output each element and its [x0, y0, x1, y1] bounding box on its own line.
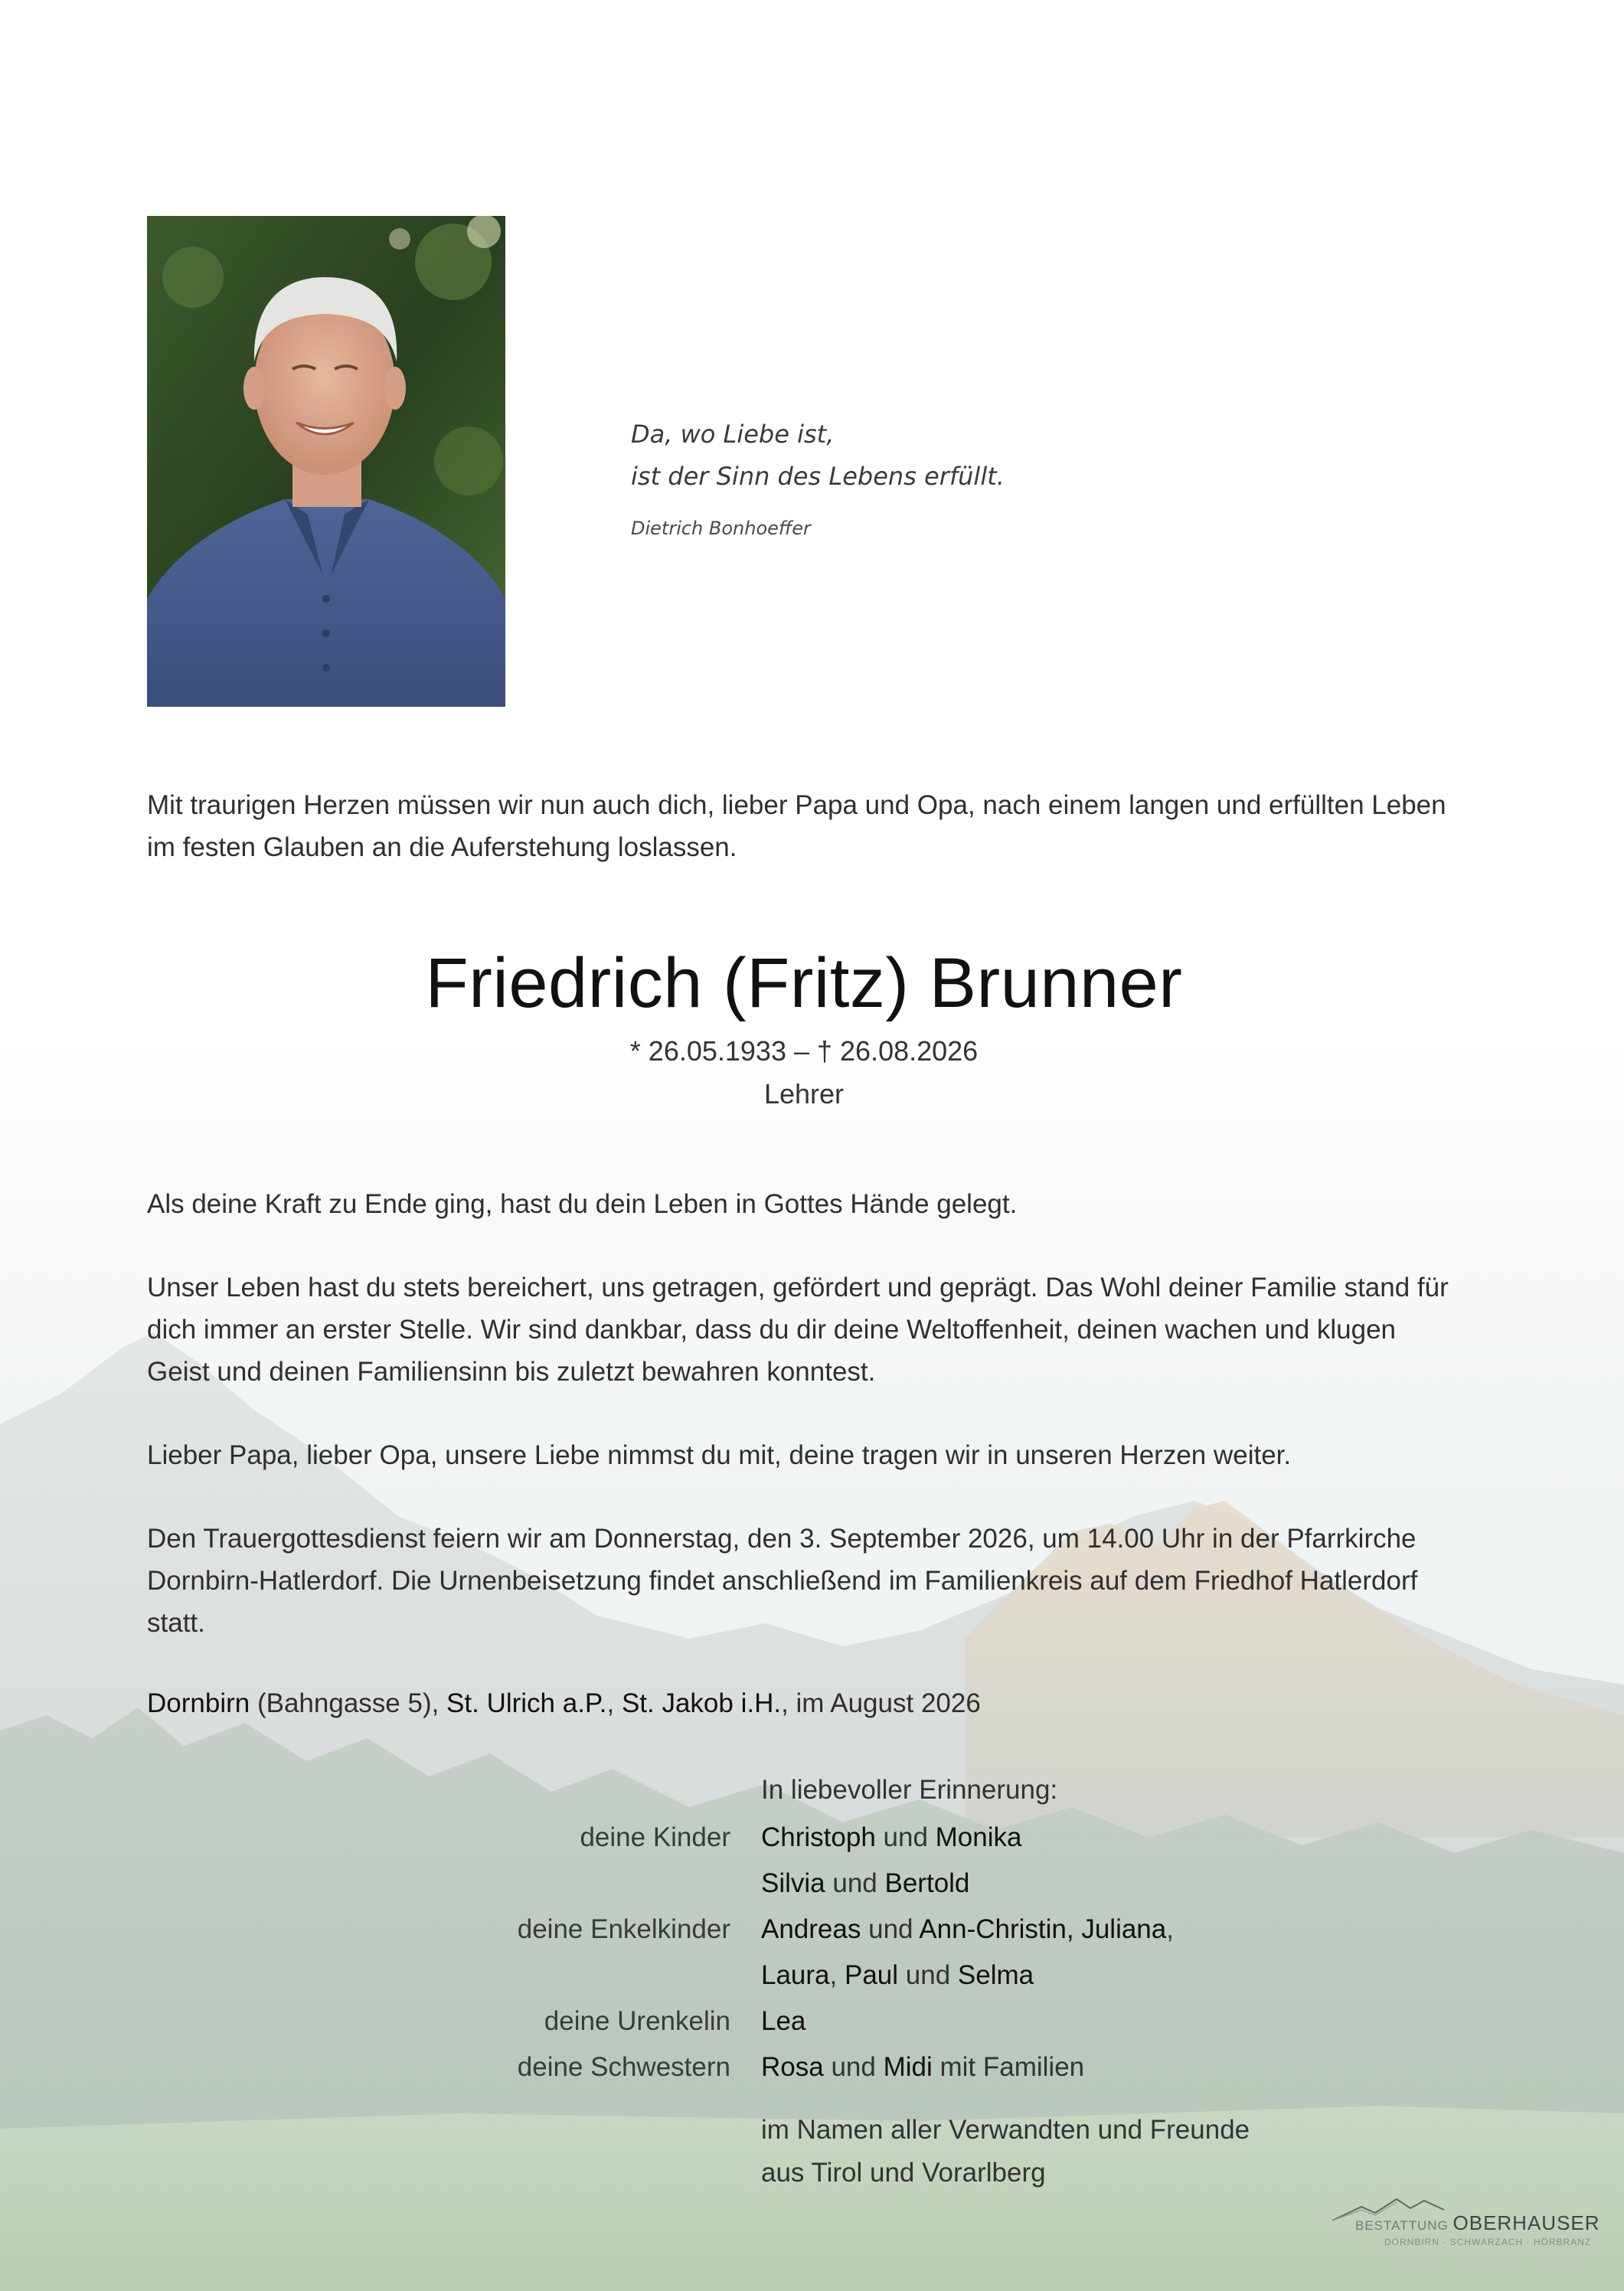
- paragraph-4-line-2: Dornbirn-Hatlerdorf. Die Urnenbeisetzung findet anschließend im Familienkreis auf dem Friedhof Hatlerdorf: [147, 1566, 1418, 1596]
- mourner-names: [761, 2052, 1084, 2083]
- relation-label: deine Urenkelin: [544, 2006, 730, 2036]
- separator: ,: [1166, 1914, 1174, 1944]
- separator: ,: [829, 1960, 845, 1990]
- mourner-row-children: [0, 1822, 1624, 1868]
- quote-author: Dietrich Bonhoeffer: [631, 518, 811, 539]
- mourners-title: In liebevoller Erinnerung:: [761, 1775, 1058, 1805]
- paragraph-1-text: Als deine Kraft zu Ende ging, hast du dein Leben in Gottes Hände gelegt.: [147, 1189, 1018, 1219]
- conjunction: und: [825, 1868, 885, 1898]
- name-christoph: Christoph: [761, 1822, 876, 1852]
- place-st-jakob: St. Jakob i.H.: [621, 1688, 782, 1718]
- conjunction: und: [898, 1960, 958, 1990]
- logo-name: OBERHAUSER: [1452, 2211, 1600, 2234]
- mourner-row-children-2: [0, 1868, 1624, 1914]
- mourner-row-grandchildren: [0, 1914, 1624, 1960]
- separator: ,: [606, 1688, 622, 1718]
- closing-line-1: im Namen aller Verwandten und Freunde: [761, 2115, 1250, 2145]
- name-monika: Monika: [935, 1822, 1022, 1852]
- funeral-home-logo: [1355, 2211, 1600, 2235]
- paragraph-funeral-info: [147, 1518, 1460, 1644]
- paragraph-2: [147, 1266, 1460, 1393]
- address: (Bahngasse 5),: [250, 1688, 447, 1718]
- paragraph-4-line-3: statt.: [147, 1608, 205, 1638]
- relation-label: deine Enkelkinder: [517, 1914, 730, 1944]
- conjunction: und: [861, 1914, 920, 1944]
- intro-line-1: Mit traurigen Herzen müssen wir nun auch dich, lieber Papa und Opa, nach einem langen und erfüllten Leben: [147, 790, 1446, 820]
- mourner-names: [761, 2006, 805, 2037]
- mourner-row-sisters: [0, 2052, 1624, 2098]
- mourner-names: [761, 1914, 1174, 1945]
- life-dates: * 26.05.1933 – † 26.08.2026: [629, 1035, 979, 1067]
- paragraph-3-text: Lieber Papa, lieber Opa, unsere Liebe nimmst du mit, deine tragen wir in unseren Herzen weiter.: [147, 1440, 1292, 1470]
- name-midi: Midi: [883, 2052, 933, 2082]
- mourner-row-grandchildren-2: [0, 1960, 1624, 2006]
- relation-label: deine Kinder: [580, 1822, 730, 1852]
- name-paul: Paul: [844, 1960, 899, 1990]
- bible-quote-block: [631, 413, 1005, 539]
- deceased-name: Friedrich (Fritz) Brunner: [425, 944, 1183, 1022]
- name-silvia: Silvia: [761, 1868, 825, 1898]
- paragraph-1: [147, 1183, 1460, 1225]
- logo-prefix: BESTATTUNG: [1355, 2218, 1453, 2233]
- relation-label: deine Schwestern: [517, 2052, 730, 2082]
- closing-lines: [761, 2109, 1250, 2195]
- place-st-ulrich: St. Ulrich a.P.: [446, 1688, 607, 1718]
- intro-paragraph: [147, 784, 1460, 868]
- paragraph-3: [147, 1434, 1460, 1476]
- name-lea: Lea: [761, 2006, 806, 2036]
- paragraph-2-line-2: dich immer an erster Stelle. Wir sind dankbar, dass du dir deine Weltoffenheit, deinen wachen und klugen: [147, 1315, 1397, 1345]
- quote-line-1: Da, wo Liebe ist,: [631, 420, 835, 449]
- profession: Lehrer: [763, 1078, 845, 1110]
- mourner-names: [761, 1960, 1034, 1991]
- place-dornbirn: Dornbirn: [147, 1688, 250, 1718]
- date-text: , im August 2026: [781, 1688, 981, 1718]
- name-juliana: Juliana: [1081, 1914, 1167, 1944]
- name-ann-christin: Ann-Christin: [919, 1914, 1067, 1944]
- mourner-names: [761, 1868, 969, 1899]
- name-bertold: Bertold: [884, 1868, 970, 1898]
- intro-line-2: im festen Glauben an die Auferstehung loslassen.: [147, 832, 737, 862]
- place-and-date: [147, 1688, 981, 1719]
- name-rosa: Rosa: [761, 2052, 824, 2082]
- quote-line-2: ist der Sinn des Lebens erfüllt.: [631, 462, 1005, 491]
- portrait-photo: [147, 216, 505, 707]
- with-families: mit Familien: [932, 2052, 1085, 2082]
- name-andreas: Andreas: [761, 1914, 861, 1944]
- separator: ,: [1066, 1914, 1082, 1944]
- mourner-row-great-grandchild: [0, 2006, 1624, 2052]
- logo-locations: DORNBIRN · SCHWARZACH · HÖRBRANZ: [1384, 2237, 1592, 2247]
- name-selma: Selma: [957, 1960, 1034, 1990]
- conjunction: und: [823, 2052, 884, 2082]
- paragraph-2-line-3: Geist und deinen Familiensinn bis zuletzt bewahren konntest.: [147, 1357, 876, 1387]
- mourner-names: [761, 1822, 1021, 1853]
- paragraph-2-line-1: Unser Leben hast du stets bereichert, uns getragen, gefördert und geprägt. Das Wohl deiner Familie stand für: [147, 1273, 1449, 1302]
- closing-line-2: aus Tirol und Vorarlberg: [761, 2158, 1046, 2188]
- paragraph-4-line-1: Den Trauergottesdienst feiern wir am Donnerstag, den 3. September 2026, um 14.00 Uhr in der Pfarrkirche: [147, 1524, 1417, 1554]
- conjunction: und: [875, 1822, 936, 1852]
- name-laura: Laura: [761, 1960, 830, 1990]
